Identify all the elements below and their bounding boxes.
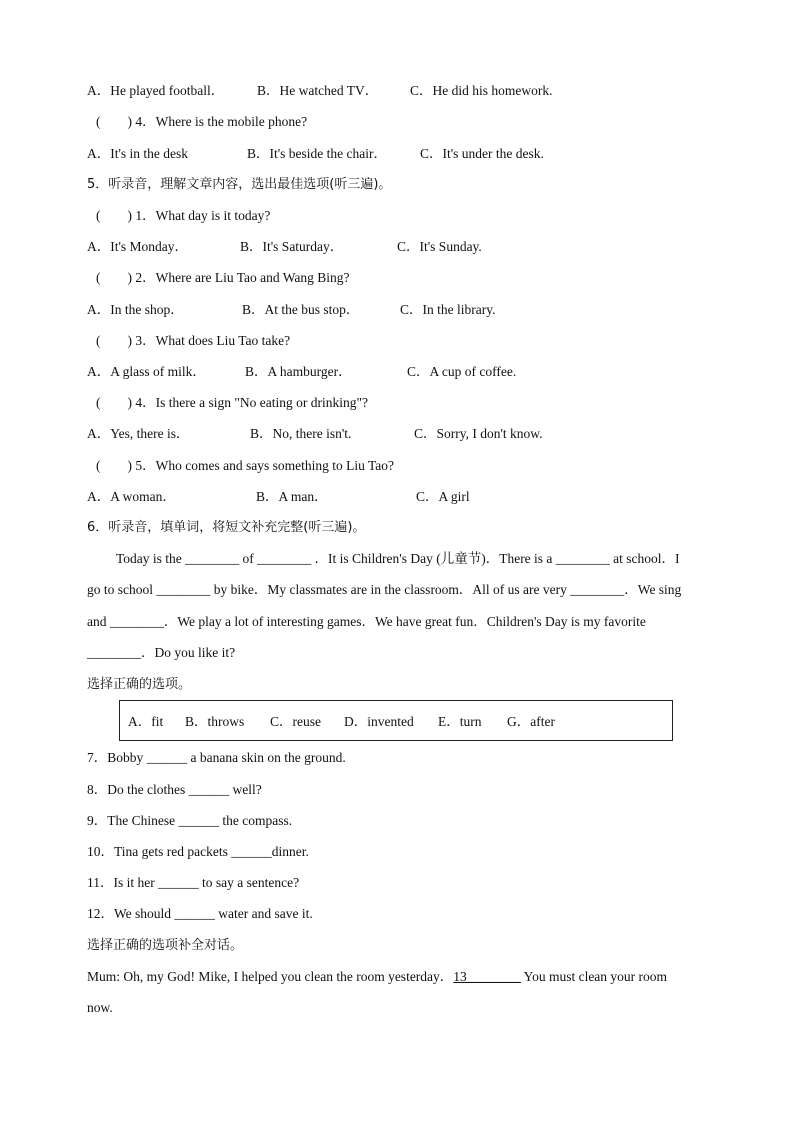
word-option: E．turn (438, 714, 482, 729)
option-b: B．He watched TV． (257, 83, 379, 98)
option-b: B．A man． (256, 489, 328, 504)
dialogue-line (87, 968, 667, 986)
choice-item: 9．The Chinese ______ the compass. (87, 813, 293, 828)
option-c: C．He did his homework. (410, 83, 553, 98)
dialogue-section-heading: 选择正确的选项补全对话。 (87, 938, 244, 953)
option-a: A．It's in the desk (87, 146, 189, 161)
dialogue-text: You must clean your room (520, 969, 668, 984)
option-c: C．A cup of coffee. (407, 364, 517, 379)
question-stem: ( ) 4．Is there a sign "No eating or drinking"? (96, 395, 368, 410)
section-6-heading: 6．听录音，填单词，将短文补充完整(听三遍)。 (87, 520, 366, 535)
choice-item: 11．Is it her ______ to say a sentence? (87, 875, 300, 890)
option-b: B．It's Saturday． (240, 239, 344, 254)
choice-item: 8．Do the clothes ______ well? (87, 782, 262, 797)
choice-item: 12．We should ______ water and save it. (87, 906, 313, 921)
option-b: B．It's beside the chair． (247, 146, 388, 161)
dialogue-text: Mum: Oh, my God! Mike, I helped you clean the room yesterday． (87, 969, 454, 984)
option-c: C．A girl (416, 489, 470, 504)
option-b: B．No, there isn't. (250, 426, 352, 441)
option-c: C．Sorry, I don't know. (414, 426, 543, 441)
option-a: A．It's Monday． (87, 239, 189, 254)
option-a: A．In the shop． (87, 302, 184, 317)
question-stem: ( ) 4．Where is the mobile phone? (96, 114, 308, 129)
option-a: A．A woman． (87, 489, 176, 504)
option-c: C．It's Sunday. (397, 239, 482, 254)
section-5-heading: 5．听录音，理解文章内容，选出最佳选项(听三遍)。 (87, 177, 392, 192)
option-a: A．A glass of milk． (87, 364, 206, 379)
passage-line: go to school ________ by bike．My classmates are in the classroom．All of us are very ________．We sing (87, 582, 682, 597)
option-a: A．Yes, there is． (87, 426, 190, 441)
option-b: B．At the bus stop． (242, 302, 360, 317)
passage-line: Today is the ________ of ________ ．It is Children's Day (儿童节)．There is a ________ at school．I (116, 551, 680, 566)
choice-item: 7．Bobby ______ a banana skin on the ground. (87, 750, 346, 765)
option-c: C．It's under the desk. (420, 146, 544, 161)
question-stem: ( ) 3．What does Liu Tao take? (96, 333, 291, 348)
option-a: A．He played football． (87, 83, 225, 98)
word-option: C．reuse (270, 714, 321, 729)
word-option: A．fit (128, 714, 164, 729)
word-bank-box (119, 700, 673, 741)
passage-line: and ________．We play a lot of interesting games．We have great fun．Children's Day is my favorite (87, 614, 646, 629)
word-option: B．throws (185, 714, 245, 729)
answer-blank: 13________ (453, 969, 521, 984)
passage-line: ________．Do you like it? (87, 645, 236, 660)
word-option: D．invented (344, 714, 414, 729)
option-c: C．In the library. (400, 302, 496, 317)
word-option: G．after (507, 714, 555, 729)
question-stem: ( ) 1．What day is it today? (96, 208, 271, 223)
option-b: B．A hamburger． (245, 364, 352, 379)
question-stem: ( ) 2．Where are Liu Tao and Wang Bing? (96, 270, 350, 285)
question-stem: ( ) 5．Who comes and says something to Liu Tao? (96, 458, 395, 473)
dialogue-line: now. (87, 1000, 113, 1015)
choice-section-heading: 选择正确的选项。 (87, 677, 192, 692)
choice-item: 10．Tina gets red packets ______dinner. (87, 844, 309, 859)
